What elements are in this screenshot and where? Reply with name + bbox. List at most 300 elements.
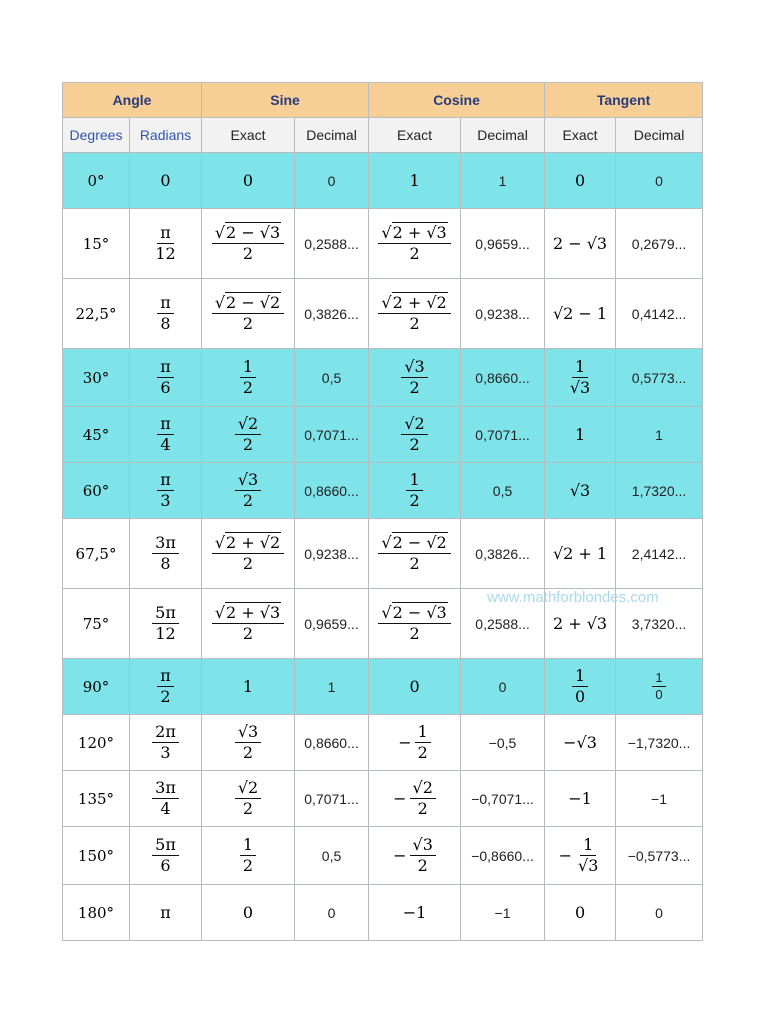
cell-tangent-exact <box>545 463 616 519</box>
cell-sine-decimal: 0 <box>295 885 369 941</box>
cell-sine-exact <box>202 463 295 519</box>
sine-exact-value-numerator: √2 <box>235 415 261 435</box>
cosine-exact-value-radical <box>381 222 447 242</box>
cell-sine-decimal: 1 <box>295 659 369 715</box>
sine-exact-value <box>240 358 256 396</box>
sine-exact-value-wrap <box>235 470 261 510</box>
subheader-sine-exact: Exact <box>202 118 295 153</box>
cosine-exact-value-wrap <box>401 414 427 454</box>
cell-tangent-decimal: −1,7320... <box>616 715 703 771</box>
tangent-exact-value: 2 + √3 <box>552 614 608 633</box>
radians-value-numerator: π <box>157 294 174 314</box>
cell-degrees: 120° <box>63 715 130 771</box>
radians-value <box>152 224 178 262</box>
sine-exact-value-radical <box>215 292 281 312</box>
cell-radians <box>130 715 202 771</box>
tangent-exact-value-wrap <box>558 835 602 875</box>
cosine-exact-value: 0 <box>409 677 420 696</box>
radians-value-numerator: 3π <box>152 779 179 799</box>
tangent-exact-value: √2 + 1 <box>552 544 608 563</box>
cell-tangent-exact <box>545 407 616 463</box>
radians-value-numerator: 2π <box>152 723 179 743</box>
header-cosine: Cosine <box>369 83 545 118</box>
cell-cosine-decimal: −1 <box>461 885 545 941</box>
cosine-exact-value-denominator: 2 <box>417 799 428 818</box>
tangent-exact-value <box>567 358 593 396</box>
cell-degrees: 75° <box>63 589 130 659</box>
cell-degrees: 150° <box>63 827 130 885</box>
cell-sine-decimal: 0,2588... <box>295 209 369 279</box>
cosine-exact-value <box>378 534 450 572</box>
cell-sine-exact <box>202 349 295 407</box>
cell-sine-exact <box>202 209 295 279</box>
cell-cosine-decimal: 1 <box>461 153 545 209</box>
cell-radians <box>130 349 202 407</box>
cosine-exact-value <box>401 415 427 453</box>
cell-cosine-decimal: −0,8660... <box>461 827 545 885</box>
cell-sine-decimal: 0,9659... <box>295 589 369 659</box>
cell-radians <box>130 771 202 827</box>
cell-sine-exact <box>202 153 295 209</box>
cell-tangent-exact <box>545 827 616 885</box>
cell-sine-decimal: 0,8660... <box>295 715 369 771</box>
cosine-exact-value-wrap <box>393 778 436 818</box>
cell-cosine-decimal: 0,5 <box>461 463 545 519</box>
cell-tangent-exact <box>545 279 616 349</box>
watermark: www.mathforblondes.com <box>487 589 659 606</box>
cell-sine-exact <box>202 279 295 349</box>
table-row <box>63 771 703 827</box>
cell-sine-decimal: 0,5 <box>295 349 369 407</box>
cosine-exact-value-denominator: 2 <box>409 554 420 573</box>
radians-value-wrap <box>152 778 179 818</box>
sine-exact-value-radicand: 2 − √3 <box>226 223 281 243</box>
sine-exact-value <box>212 294 284 332</box>
subheader-cosine-decimal: Decimal <box>461 118 545 153</box>
table-row <box>63 463 703 519</box>
sine-exact-value-radicand: 2 + √3 <box>226 603 281 623</box>
cell-radians <box>130 519 202 589</box>
radians-value-denominator: 4 <box>160 799 171 818</box>
cosine-exact-value-denominator: 2 <box>417 743 428 762</box>
cell-degrees: 30° <box>63 349 130 407</box>
cell-cosine-decimal: 0,9659... <box>461 209 545 279</box>
cell-cosine-exact <box>369 827 461 885</box>
cell-cosine-exact <box>369 153 461 209</box>
cell-cosine-decimal: 0,7071... <box>461 407 545 463</box>
subheader-radians: Radians <box>130 118 202 153</box>
cell-sine-exact <box>202 885 295 941</box>
subheader-sine-decimal: Decimal <box>295 118 369 153</box>
header-sine: Sine <box>202 83 369 118</box>
tangent-exact-value-denominator: √3 <box>569 378 591 397</box>
cell-tangent-decimal: 3,7320... <box>616 589 703 659</box>
cosine-exact-value-wrap <box>398 722 431 762</box>
cosine-exact-value-denominator: 2 <box>409 435 420 454</box>
cosine-exact-value-radical <box>381 602 447 622</box>
sine-exact-value-numerator <box>212 604 284 624</box>
cosine-exact-value-radicand: 2 − √2 <box>392 533 447 553</box>
cell-tangent-exact <box>545 771 616 827</box>
cosine-exact-value-wrap <box>378 223 450 263</box>
cell-cosine-exact <box>369 885 461 941</box>
radians-value-denominator: 8 <box>160 554 171 573</box>
sine-exact-value-denominator: 2 <box>242 244 254 263</box>
cosine-exact-value-numerator <box>378 224 450 244</box>
radians-value <box>157 415 174 453</box>
sine-exact-value-numerator: √2 <box>235 779 261 799</box>
cosine-exact-value-numerator: √3 <box>410 836 436 856</box>
tangent-exact-value: 2 − √3 <box>552 234 608 253</box>
cell-sine-exact <box>202 715 295 771</box>
radians-value-denominator: 6 <box>160 378 171 397</box>
cosine-exact-value-wrap <box>378 603 450 643</box>
cell-radians <box>130 885 202 941</box>
cell-sine-exact <box>202 771 295 827</box>
cell-radians <box>130 209 202 279</box>
cell-cosine-exact <box>369 771 461 827</box>
radians-value: π <box>160 903 171 922</box>
cell-sine-decimal: 0,9238... <box>295 519 369 589</box>
cell-sine-exact <box>202 407 295 463</box>
sine-exact-value-radical <box>215 222 281 242</box>
cell-radians <box>130 407 202 463</box>
radians-value-numerator: π <box>157 667 174 687</box>
cell-radians <box>130 153 202 209</box>
radians-value-denominator: 4 <box>160 435 171 454</box>
cell-tangent-exact <box>545 349 616 407</box>
tangent-exact-value-denominator: √3 <box>578 856 599 875</box>
cosine-exact-value-numerator <box>378 534 450 554</box>
cell-degrees: 180° <box>63 885 130 941</box>
radians-value-wrap <box>152 223 178 263</box>
cell-cosine-exact <box>369 279 461 349</box>
cell-sine-exact <box>202 659 295 715</box>
cosine-exact-value: 1 <box>409 171 420 190</box>
cell-tangent-decimal: 0,5773... <box>616 349 703 407</box>
tangent-exact-value: −1 <box>568 789 592 808</box>
cosine-exact-value <box>415 723 431 761</box>
sine-exact-value <box>212 534 284 572</box>
cosine-exact-value-radical <box>381 292 447 312</box>
cell-tangent-decimal: 2,4142... <box>616 519 703 589</box>
radians-value-wrap <box>157 293 174 333</box>
cosine-exact-value <box>406 471 422 509</box>
subheader-cosine-exact: Exact <box>369 118 461 153</box>
tangent-exact-value: 1 <box>574 425 586 444</box>
radians-value <box>152 723 179 761</box>
radians-value-numerator: 5π <box>152 836 179 856</box>
tangent-exact-value <box>575 836 601 874</box>
cell-cosine-decimal: 0 <box>461 659 545 715</box>
cosine-exact-value-radical <box>381 532 447 552</box>
cell-sine-decimal: 0,8660... <box>295 463 369 519</box>
sine-exact-value-wrap <box>240 357 256 397</box>
tangent-exact-value-wrap <box>567 357 593 397</box>
cosine-exact-value-numerator: √2 <box>410 779 436 799</box>
radians-value-wrap <box>152 603 179 643</box>
cell-cosine-exact <box>369 659 461 715</box>
table-row <box>63 715 703 771</box>
cosine-exact-value-numerator: 1 <box>415 723 431 743</box>
table-row <box>63 209 703 279</box>
cosine-exact-value-radicand: 2 + √2 <box>392 293 447 313</box>
header-tangent: Tangent <box>545 83 703 118</box>
cell-tangent-decimal: 0,2679... <box>616 209 703 279</box>
cell-tangent-decimal: 0 <box>616 885 703 941</box>
table-row <box>63 407 703 463</box>
cell-cosine-decimal: 0,8660... <box>461 349 545 407</box>
cosine-exact-value-wrap <box>378 533 450 573</box>
cell-cosine-exact <box>369 349 461 407</box>
radians-value <box>152 534 179 572</box>
cell-radians <box>130 827 202 885</box>
cosine-exact-value <box>378 604 450 642</box>
cell-cosine-exact <box>369 589 461 659</box>
tangent-exact-value: 0 <box>574 171 586 190</box>
sine-exact-value-wrap <box>235 414 261 454</box>
cell-radians <box>130 589 202 659</box>
cosine-exact-value-denominator: 2 <box>409 491 420 510</box>
cell-cosine-exact <box>369 407 461 463</box>
cosine-exact-value <box>401 358 427 396</box>
sine-exact-value-numerator <box>212 534 284 554</box>
sine-exact-value-denominator: 2 <box>242 378 254 397</box>
cosine-exact-value-numerator: √2 <box>401 415 427 435</box>
radians-value-wrap <box>157 666 174 706</box>
radians-value <box>152 779 179 817</box>
cosine-exact-value-minus: − <box>393 846 407 865</box>
cell-cosine-exact <box>369 463 461 519</box>
tangent-exact-value: 0 <box>574 903 586 922</box>
cell-degrees: 135° <box>63 771 130 827</box>
sine-exact-value-denominator: 2 <box>242 435 254 454</box>
cosine-exact-value-numerator: 1 <box>406 471 422 491</box>
sine-exact-value-radical <box>215 602 281 622</box>
radians-value-denominator: 6 <box>160 856 171 875</box>
cell-degrees: 0° <box>63 153 130 209</box>
tangent-exact-value-numerator: 1 <box>572 358 588 378</box>
radians-value <box>157 471 174 509</box>
subheader-degrees: Degrees <box>63 118 130 153</box>
cell-tangent-decimal: 1,7320... <box>616 463 703 519</box>
radians-value <box>157 294 174 332</box>
cell-tangent-decimal: −1 <box>616 771 703 827</box>
cosine-exact-value-wrap <box>378 293 450 333</box>
sine-exact-value: 0 <box>242 171 254 190</box>
radians-value-wrap <box>152 835 179 875</box>
cell-sine-decimal: 0 <box>295 153 369 209</box>
cosine-exact-value-wrap <box>406 470 422 510</box>
tangent-exact-value: √3 <box>569 481 591 500</box>
cosine-exact-value-wrap <box>393 835 436 875</box>
tangent-exact-value: √2 − 1 <box>552 304 608 323</box>
sine-exact-value-wrap <box>240 835 256 875</box>
trig-values-table <box>62 82 703 941</box>
radians-value-wrap <box>152 722 179 762</box>
cell-tangent-decimal-numerator: 1 <box>652 671 665 687</box>
tangent-exact-value-denominator: 0 <box>574 687 586 706</box>
sine-exact-value-radical <box>215 532 281 552</box>
cell-degrees: 22,5° <box>63 279 130 349</box>
radians-value-numerator: 3π <box>152 534 179 554</box>
cosine-exact-value-numerator: √3 <box>401 358 427 378</box>
cell-cosine-decimal: 0,3826... <box>461 519 545 589</box>
cell-sine-decimal: 0,7071... <box>295 407 369 463</box>
cosine-exact-value-numerator <box>378 604 450 624</box>
tangent-exact-value-numerator: 1 <box>580 836 596 856</box>
sine-exact-value-wrap <box>212 603 284 643</box>
sine-exact-value-wrap <box>212 533 284 573</box>
sine-exact-value-numerator: √3 <box>235 471 261 491</box>
cosine-exact-value-radicand: 2 + √3 <box>392 223 447 243</box>
cell-sine-decimal: 0,5 <box>295 827 369 885</box>
sine-exact-value-radicand: 2 + √2 <box>226 533 281 553</box>
sine-exact-value-denominator: 2 <box>242 856 254 875</box>
cell-tangent-decimal: 1 <box>616 407 703 463</box>
cell-degrees: 45° <box>63 407 130 463</box>
radians-value <box>152 836 179 874</box>
cell-tangent-decimal: 0 <box>616 153 703 209</box>
sine-exact-value-denominator: 2 <box>242 624 254 643</box>
sine-exact-value <box>235 415 261 453</box>
table-body <box>63 153 703 941</box>
cell-cosine-decimal: −0,7071... <box>461 771 545 827</box>
sine-exact-value <box>235 779 261 817</box>
radians-value-numerator: π <box>157 358 174 378</box>
radians-value-wrap <box>152 533 179 573</box>
tangent-exact-value: −√3 <box>563 733 597 752</box>
header-angle: Angle <box>63 83 202 118</box>
radians-value-numerator: π <box>157 224 174 244</box>
cell-sine-exact <box>202 519 295 589</box>
cosine-exact-value-denominator: 2 <box>417 856 428 875</box>
table-row <box>63 279 703 349</box>
cell-tangent-exact <box>545 209 616 279</box>
cell-cosine-decimal: 0,2588... <box>461 589 545 659</box>
sine-exact-value <box>212 224 284 262</box>
cell-sine-exact <box>202 589 295 659</box>
tangent-exact-value-minus: − <box>558 846 573 865</box>
cell-cosine-exact <box>369 209 461 279</box>
cell-tangent-decimal-denominator: 0 <box>655 687 663 702</box>
cell-tangent-decimal <box>616 659 703 715</box>
cell-cosine-exact <box>369 715 461 771</box>
sine-exact-value <box>240 836 256 874</box>
sine-exact-value <box>235 723 261 761</box>
cell-cosine-decimal: −0,5 <box>461 715 545 771</box>
cell-radians <box>130 463 202 519</box>
cell-sine-exact <box>202 827 295 885</box>
sine-exact-value-numerator: 1 <box>240 836 256 856</box>
cosine-exact-value-denominator: 2 <box>409 314 420 333</box>
radians-value <box>157 358 174 396</box>
tangent-exact-value-numerator: 1 <box>572 667 588 687</box>
tangent-exact-value-wrap <box>572 666 588 706</box>
cosine-exact-value <box>378 294 450 332</box>
radians-value <box>152 604 179 642</box>
radians-value-denominator: 3 <box>160 743 171 762</box>
cosine-exact-value-denominator: 2 <box>409 244 420 263</box>
radians-value-numerator: 5π <box>152 604 179 624</box>
sine-exact-value-numerator: 1 <box>240 358 256 378</box>
cell-degrees: 15° <box>63 209 130 279</box>
radians-value-denominator: 2 <box>160 687 171 706</box>
cosine-exact-value-radicand: 2 − √3 <box>392 603 447 623</box>
cosine-exact-value-wrap <box>401 357 427 397</box>
radians-value-numerator: π <box>157 415 174 435</box>
radians-value-denominator: 3 <box>160 491 171 510</box>
sine-exact-value <box>212 604 284 642</box>
cell-cosine-exact <box>369 519 461 589</box>
cosine-exact-value-numerator <box>378 294 450 314</box>
radians-value-denominator: 12 <box>155 244 176 263</box>
table-row <box>63 519 703 589</box>
radians-value-wrap <box>157 357 174 397</box>
cell-degrees: 60° <box>63 463 130 519</box>
sine-exact-value: 0 <box>242 903 254 922</box>
cell-tangent-exact <box>545 885 616 941</box>
cell-radians <box>130 279 202 349</box>
tangent-exact-value <box>572 667 588 705</box>
sine-exact-value-wrap <box>235 722 261 762</box>
sine-exact-value-numerator <box>212 294 284 314</box>
cell-sine-decimal: 0,7071... <box>295 771 369 827</box>
cell-tangent-decimal: −0,5773... <box>616 827 703 885</box>
cell-sine-decimal: 0,3826... <box>295 279 369 349</box>
cosine-exact-value: −1 <box>402 903 427 922</box>
sine-exact-value-numerator <box>212 224 284 244</box>
radians-value-wrap <box>157 414 174 454</box>
table-row <box>63 827 703 885</box>
sine-exact-value-wrap <box>212 293 284 333</box>
cell-tangent-exact <box>545 153 616 209</box>
cosine-exact-value <box>410 836 436 874</box>
radians-value-denominator: 12 <box>155 624 176 643</box>
table-row <box>63 885 703 941</box>
sine-exact-value-wrap <box>235 778 261 818</box>
cell-radians <box>130 659 202 715</box>
cosine-exact-value-minus: − <box>393 789 407 808</box>
sine-exact-value-denominator: 2 <box>242 743 254 762</box>
cosine-exact-value-minus: − <box>398 733 412 752</box>
sine-exact-value-numerator: √3 <box>235 723 261 743</box>
cell-tangent-decimal-fraction <box>652 671 665 703</box>
cosine-exact-value <box>378 224 450 262</box>
sine-exact-value-radicand: 2 − √2 <box>226 293 281 313</box>
sine-exact-value: 1 <box>242 677 254 696</box>
sine-exact-value-denominator: 2 <box>242 314 254 333</box>
radians-value <box>157 667 174 705</box>
sine-exact-value-denominator: 2 <box>242 491 254 510</box>
sine-exact-value-denominator: 2 <box>242 554 254 573</box>
table-row <box>63 153 703 209</box>
cell-tangent-exact <box>545 659 616 715</box>
cell-cosine-decimal: 0,9238... <box>461 279 545 349</box>
cosine-exact-value <box>410 779 436 817</box>
radians-value-wrap <box>157 470 174 510</box>
sine-exact-value-denominator: 2 <box>242 799 254 818</box>
table-row <box>63 349 703 407</box>
subheader-tangent-decimal: Decimal <box>616 118 703 153</box>
cell-degrees: 90° <box>63 659 130 715</box>
cell-degrees: 67,5° <box>63 519 130 589</box>
cell-tangent-exact <box>545 715 616 771</box>
cosine-exact-value-denominator: 2 <box>409 378 420 397</box>
subheader-tangent-exact: Exact <box>545 118 616 153</box>
radians-value: 0 <box>160 171 171 190</box>
table-row <box>63 659 703 715</box>
